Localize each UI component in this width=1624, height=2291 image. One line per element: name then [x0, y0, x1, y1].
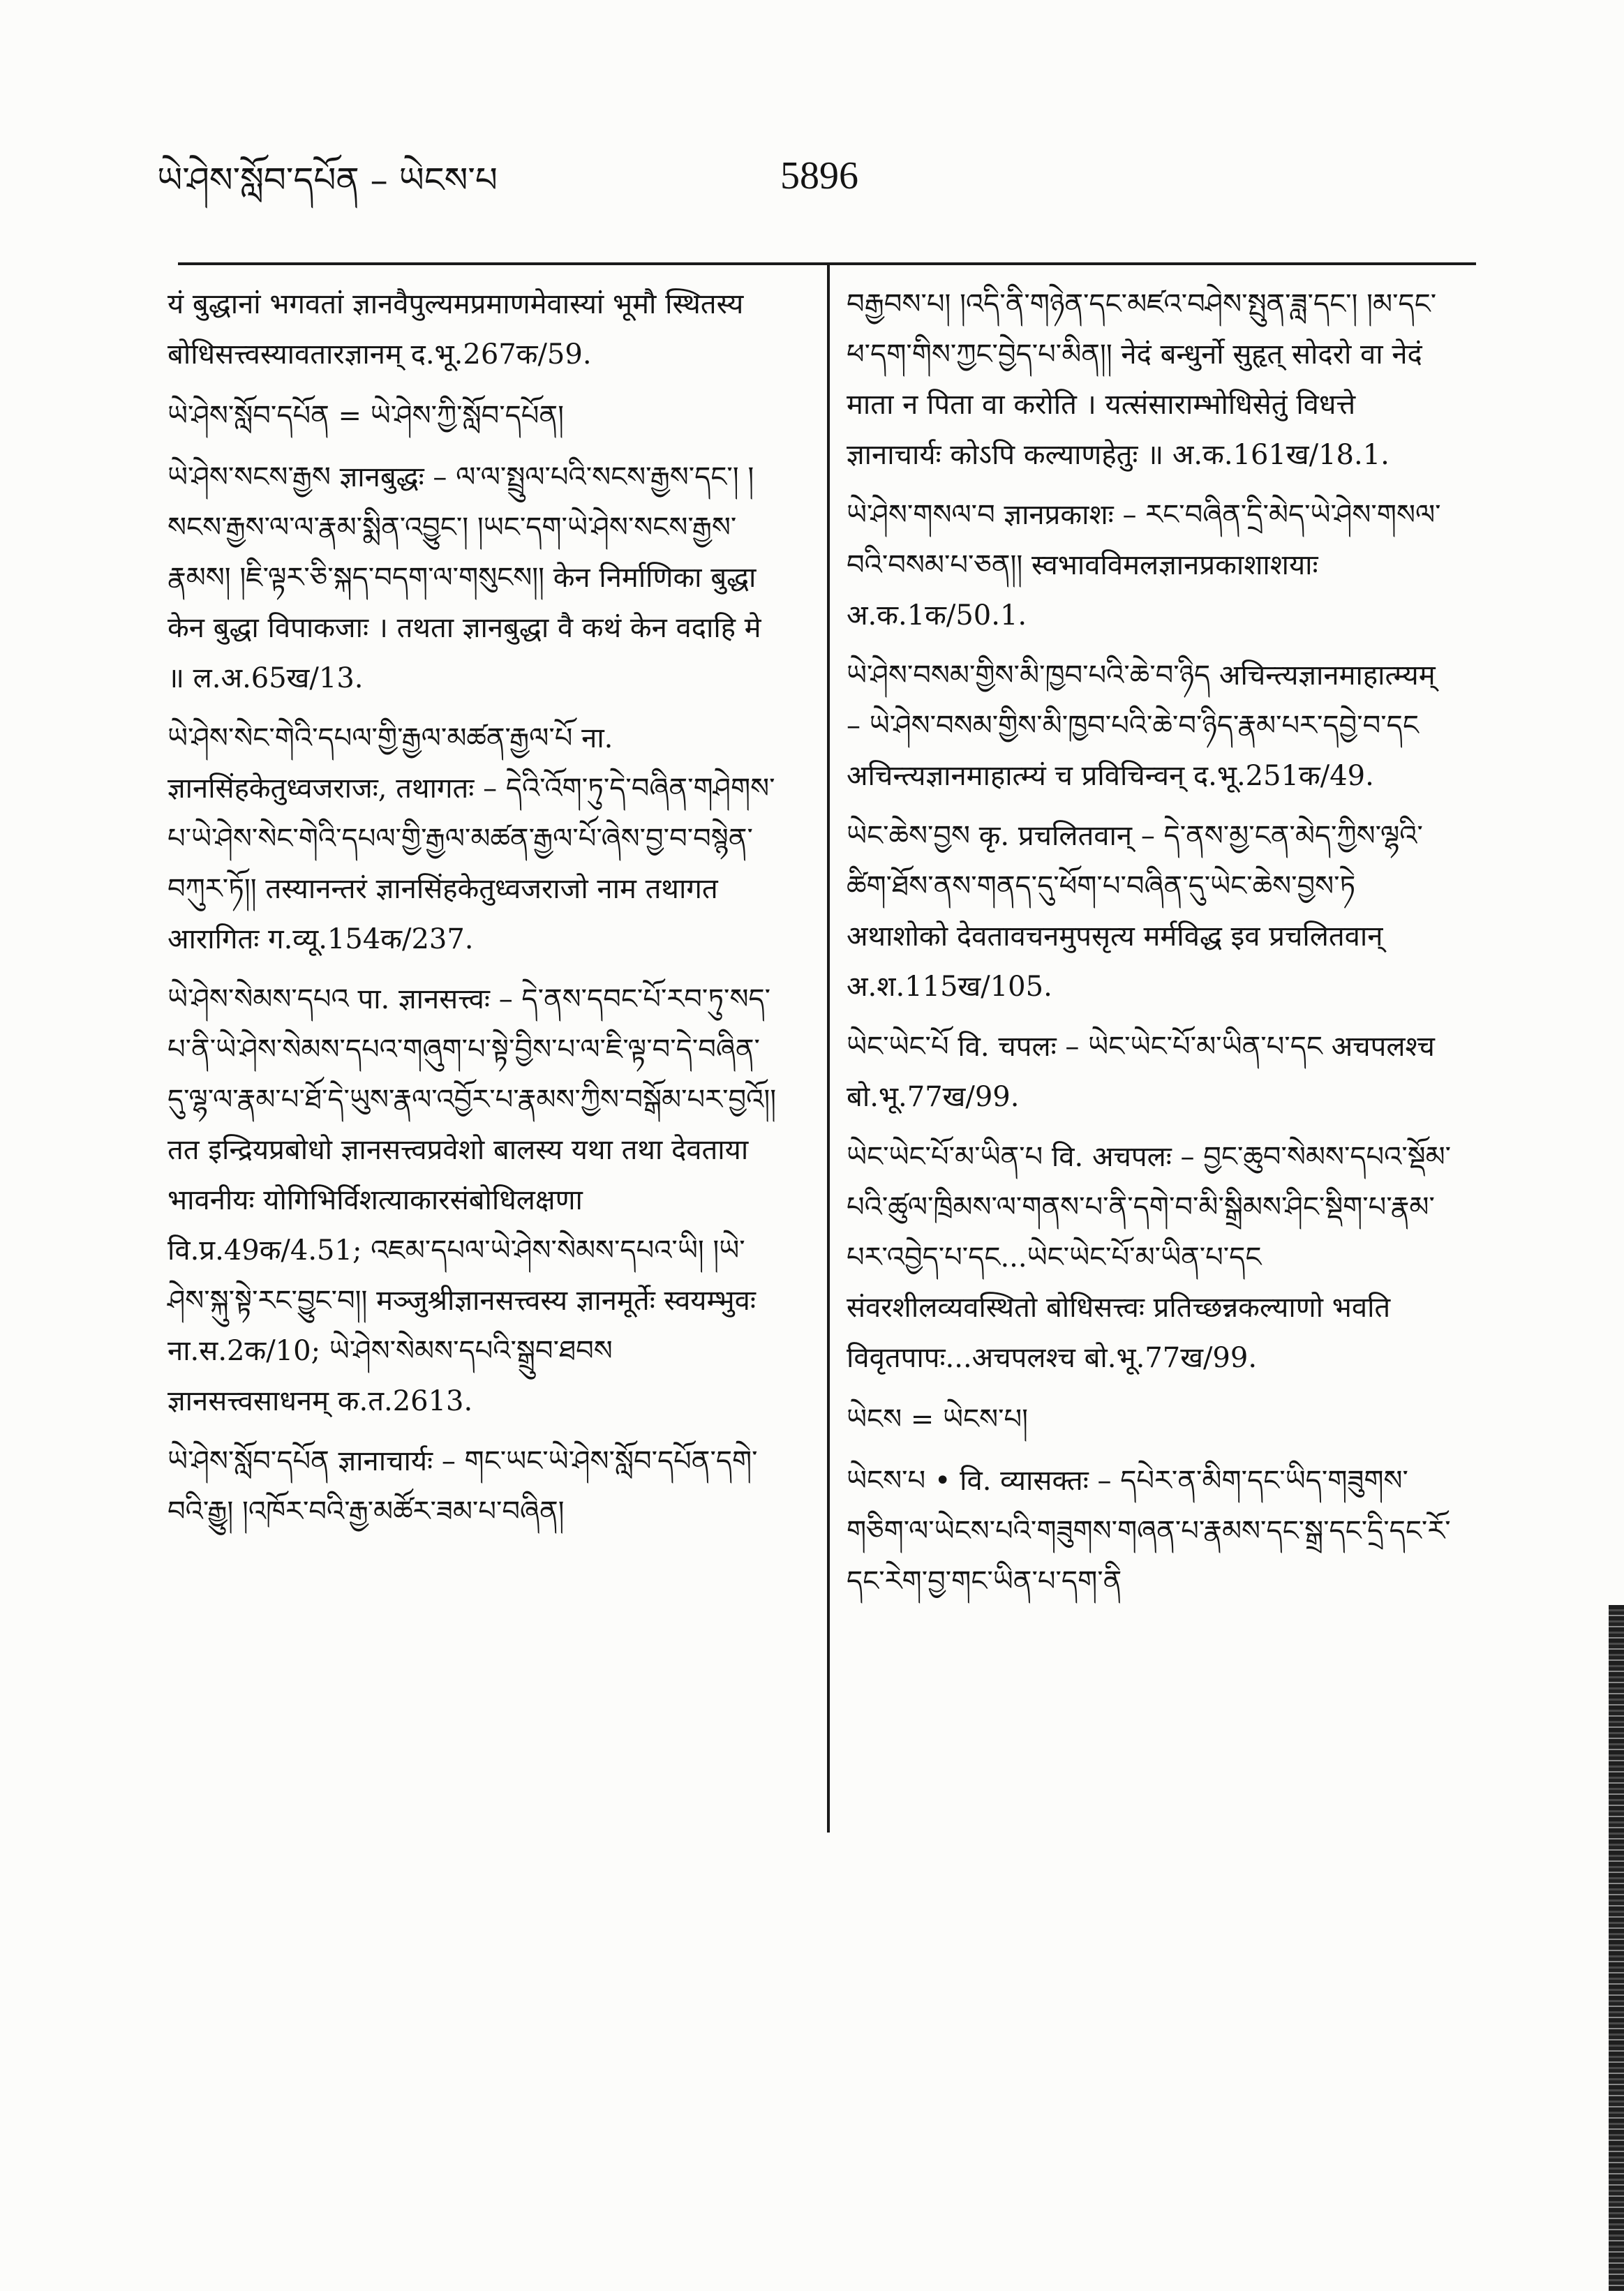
left-column — [167, 279, 778, 1546]
entry-jnanabuddha: ཡེ་ཤེས་སངས་རྒྱས ज्ञानबुद्धः – ལ་ལ་སྤྲུལ་པའི་སངས་རྒྱས་དང་། །སངས་རྒྱས་ལ་ལ་རྣམ་སྨིན་འབྱུང་། །ཡང་དག་ཡེ་ཤེས་སངས་རྒྱས་རྣམས། །ཇི་ལྟར་ཅི་སྐད་བདག་ལ་གསུངས།། केन निर्माणिका बुद्धा केन बुद्धा विपाकजाः । तथता ज्ञानबुद्धा वै कथं केन वदाहि मे ॥ ल.अ.65ख/13. — [167, 461, 761, 694]
entry-continuation: བརྒྱབས་པ། །འདི་ནི་གཉེན་དང་མཛའ་བཤེས་སྤུན་ཟླ་དང་། །མ་དང་ཕ་དག་གིས་ཀྱང་བྱེད་པ་མིན།། नेदं बन्धुर्नो सुहृत् सोदरो वा नेदं माता न पिता वा करोति । यत्संसाराम्भोधिसेतुं विधत्ते ज्ञानाचार्यः कोऽपि कल्याणहेतुः ॥ अ.क.161ख/18.1. — [847, 288, 1437, 471]
entry-cross-reference: ཡེ་ཤེས་སློབ་དཔོན = ཡེ་ཤེས་ཀྱི་སློབ་དཔོན། — [167, 400, 564, 432]
page-number: 5896 — [780, 154, 858, 197]
column-divider — [827, 262, 830, 1833]
right-column — [847, 279, 1457, 1616]
entry-acapala: ཡེང་ཡེང་པོ་མ་ཡིན་པ वि. अचपलः – བྱང་ཆུབ་སེམས་དཔའ་སྡོམ་པའི་ཚུལ་ཁྲིམས་ལ་གནས་པ་ནི་དགེ་བ་མི་སྒྲིམས་ཤིང་སྡིག་པ་རྣམ་པར་འབྱེད་པ་དང...ཡེང་ཡེང་པོ་མ་ཡིན་པ་དང संवरशीलव्यवस्थितो बोधिसत्त्वः प्रतिच्छन्नकल्याणो भवति विवृतपापः...अचपलश्च बो.भू.77ख/99. — [847, 1141, 1452, 1374]
entry-jnanasimhaketu: ཡེ་ཤེས་སེང་གེའི་དཔལ་གྱི་རྒྱལ་མཚན་རྒྱལ་པོ ना. ज्ञानसिंहकेतुध्वजराजः, तथागतः – དེའི་འོག་ཏུ་དེ་བཞིན་གཤེགས་པ་ཡེ་ཤེས་སེང་གེའི་དཔལ་གྱི་རྒྱལ་མཚན་རྒྱལ་པོ་ཞེས་བྱ་བ་བསྙེན་བཀུར་ཏོ།། तस्यानन्तरं ज्ञानसिंहकेतुध्वजराजो नाम तथागत आरागितः ग.व्यू.154क/237. — [167, 722, 775, 955]
entry-jnanacarya: ཡེ་ཤེས་སློབ་དཔོན ज्ञानाचार्यः – གང་ཡང་ཡེ་ཤེས་སློབ་དཔོན་དགེ་བའི་རྒྱུ། །འཁོར་བའི་རྒྱ་མཚོར་ཟམ་པ་བཞིན། — [167, 1445, 758, 1528]
entry-vyasakta: ཡེངས་པ • वि. व्यासक्तः – དཔེར་ན་མིག་དང་ཡིད་གཟུགས་གཅིག་ལ་ཡེངས་པའི་གཟུགས་གཞན་པ་རྣམས་དང་སྒྲ་དང་དྲི་དང་རོ་དང་རེག་བྱ་གང་ཡིན་པ་དག་ནི — [847, 1465, 1451, 1597]
entry-jnanasattva: ཡེ་ཤེས་སེམས་དཔའ पा. ज्ञानसत्त्वः – དེ་ནས་དབང་པོ་རབ་ཏུ་སད་པ་ནི་ཡེ་ཤེས་སེམས་དཔའ་གཞུག་པ་སྟེ་བྱིས་པ་ལ་ཇི་ལྟ་བ་དེ་བཞིན་དུ་ལྷ་ལ་རྣམ་པ་ཐོ་དེ་ཡུས་རྣལ་འབྱོར་པ་རྣམས་ཀྱིས་བསྒོམ་པར་བྱའོ།། तत इन्द्रियप्रबोधो ज्ञानसत्त्वप्रवेशो बालस्य यथा तथा देवताया भावनीयः योगिभिर्विशत्याकारसंबोधिलक्षणा वि.प्र.49क/4.51; འཇམ་དཔལ་ཡེ་ཤེས་སེམས་དཔའ་ཡི། །ཡེ་ཤེས་སྐུ་སྟེ་རང་བྱུང་བ།། मञ्जुश्रीज्ञानसत्त्वस्य ज्ञानमूर्तेः स्वयम्भुवः ना.स.2क/10; ཡེ་ཤེས་སེམས་དཔའི་སྒྲུབ་ཐབས ज्ञानसत्त्वसाधनम् क.त.2613. — [167, 983, 777, 1417]
entry-acintya: ཡེ་ཤེས་བསམ་གྱིས་མི་ཁྱབ་པའི་ཆེ་བ་ཉིད अचिन्त्यज्ञानमाहात्म्यम् – ཡེ་ཤེས་བསམ་གྱིས་མི་ཁྱབ་པའི་ཆེ་བ་ཉིད་རྣམ་པར་དབྱེ་བ་དང अचिन्त्यज्ञानमाहात्म्यं च प्रविचिन्वन् द.भू.251क/49. — [847, 659, 1436, 792]
entry-cross-reference: ཡེངས = ཡེངས་པ། — [847, 1403, 1029, 1435]
entry-pracalitavan: ཡེང་ཆེས་བྱས कृ. प्रचलितवान् – དེ་ནས་མྱ་ངན་མེད་ཀྱིས་ལྷའི་ཚིག་ཐོས་ནས་གནད་དུ་ཕོག་པ་བཞིན་དུ་ཡེང་ཆེས་བྱས་ཏེ अथाशोको देवतावचनमुपसृत्य मर्मविद्ध इव प्रचलितवान् अ.श.115ख/105. — [847, 820, 1423, 1003]
entry-jnanaprakasa: ཡེ་ཤེས་གསལ་བ ज्ञानप्रकाशः – རང་བཞིན་དྲི་མེད་ཡེ་ཤེས་གསལ་བའི་བསམ་པ་ཅན།། स्वभावविमलज्ञानप्रकाशाशयाः अ.क.1क/50.1. — [847, 499, 1441, 632]
running-header: ཡེ་ཤེས་སློབ་དཔོན – ཡེངས་པ — [157, 160, 498, 200]
entry-capala: ཡེང་ཡེང་པོ वि. चपलः – ཡེང་ཡེང་པོ་མ་ཡིན་པ་དང अचपलश्च बो.भू.77ख/99. — [847, 1031, 1435, 1113]
entry-continuation: यं बुद्धानां भगवतां ज्ञानवैपुल्यमप्रमाणमेवास्यां भूमौ स्थितस्य बोधिसत्त्वस्यावतारज्ञानम् द.भू.267क/59. — [167, 288, 744, 371]
page-edge-shadow — [1609, 1605, 1624, 2291]
